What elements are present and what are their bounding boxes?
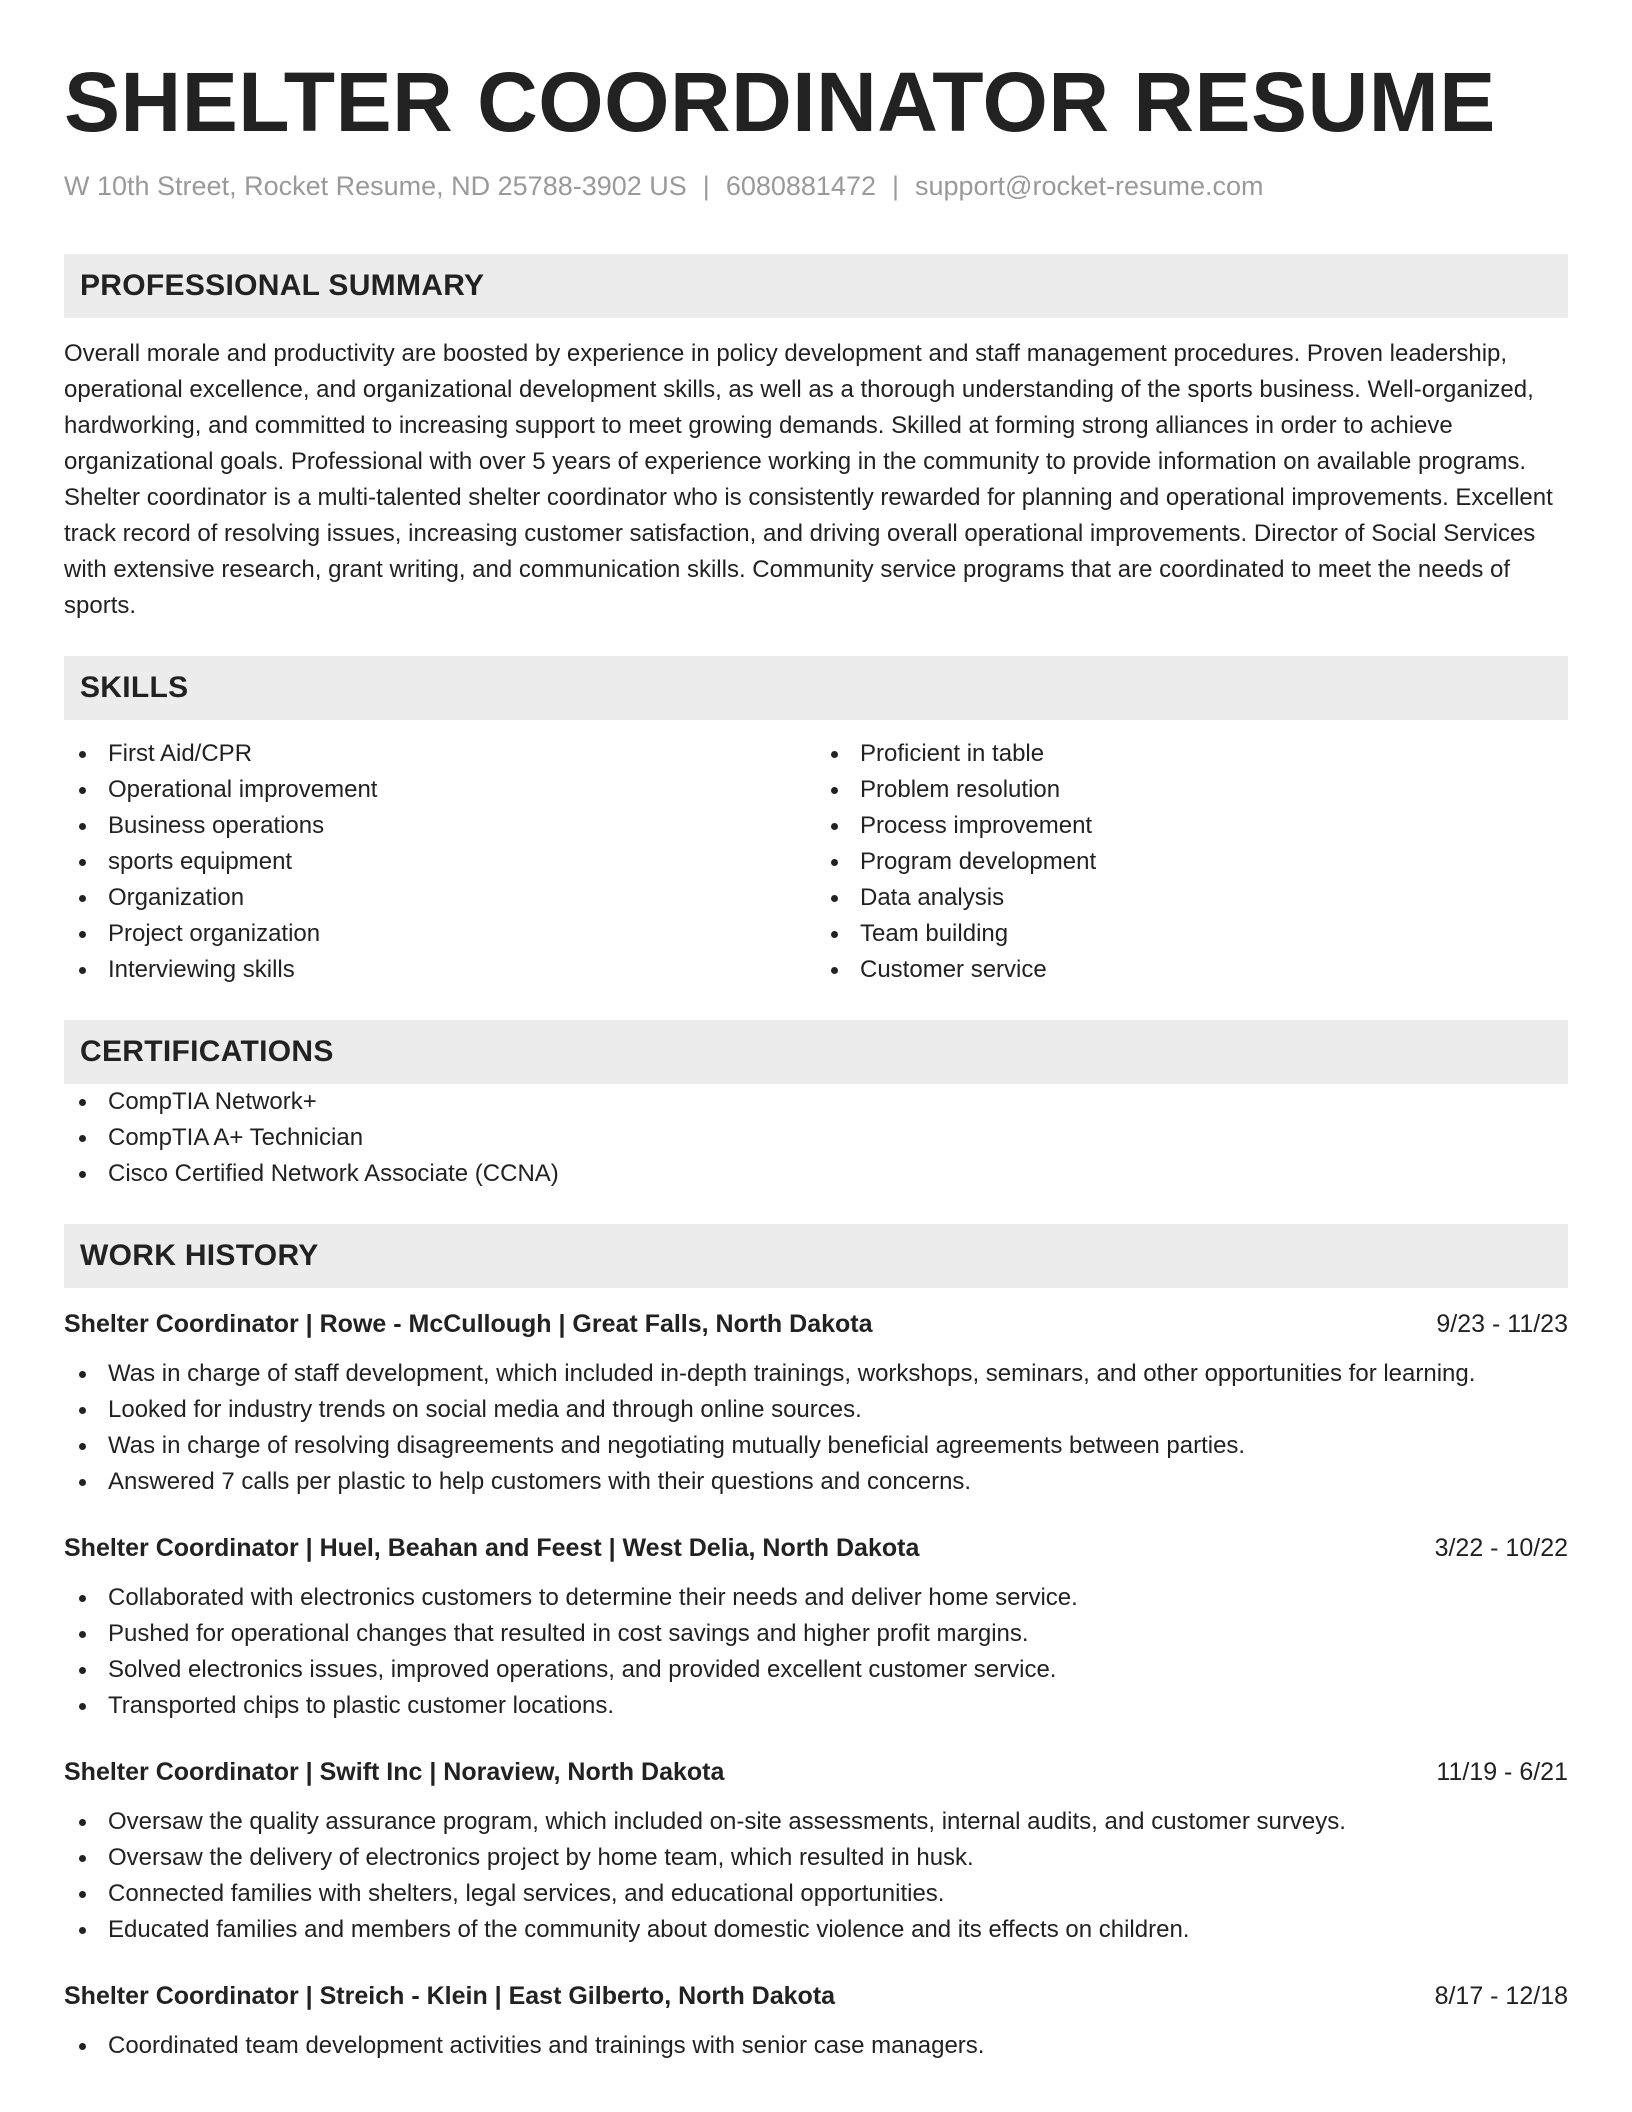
skill-item: Organization (64, 880, 816, 916)
section-header-professional-summary: PROFESSIONAL SUMMARY (64, 254, 1568, 318)
certifications-list (64, 1084, 1568, 1192)
work-bullet: Transported chips to plastic customer locations. (64, 1688, 1568, 1724)
work-bullet: Collaborated with electronics customers to determine their needs and deliver home service. (64, 1580, 1568, 1616)
work-entry-header (64, 1306, 1568, 1342)
work-entry (64, 1978, 1568, 2064)
work-entry-header (64, 1754, 1568, 1790)
skill-item: Interviewing skills (64, 952, 816, 988)
work-entry-bullets (64, 1356, 1568, 1500)
work-entry (64, 1530, 1568, 1724)
skill-item: First Aid/CPR (64, 736, 816, 772)
contact-address: W 10th Street, Rocket Resume, ND 25788-3902 US (64, 171, 687, 201)
contact-phone: 6080881472 (725, 171, 876, 201)
contact-separator: | (891, 171, 899, 201)
work-bullet: Oversaw the quality assurance program, which included on-site assessments, internal audits, and customer surveys. (64, 1804, 1568, 1840)
skills-list (64, 736, 1568, 988)
work-bullet: Looked for industry trends on social media and through online sources. (64, 1392, 1568, 1428)
work-entry (64, 1306, 1568, 1500)
skills-column-left (64, 736, 816, 988)
work-bullet: Solved electronics issues, improved operations, and provided excellent customer service. (64, 1652, 1568, 1688)
work-entry (64, 1754, 1568, 1948)
certification-item: CompTIA Network+ (64, 1084, 1568, 1120)
work-entry-dates: 8/17 - 12/18 (1434, 1982, 1568, 2010)
work-entry-bullets (64, 2028, 1568, 2064)
work-entry-title: Shelter Coordinator | Streich - Klein | East Gilberto, North Dakota (64, 1982, 836, 2010)
skills-column-right (816, 736, 1568, 988)
work-bullet: Was in charge of staff development, which included in-depth trainings, workshops, seminars, and other opportunities for learning. (64, 1356, 1568, 1392)
skill-item: Customer service (816, 952, 1568, 988)
work-bullet: Connected families with shelters, legal services, and educational opportunities. (64, 1876, 1568, 1912)
skill-item: Program development (816, 844, 1568, 880)
work-bullet: Oversaw the delivery of electronics project by home team, which resulted in husk. (64, 1840, 1568, 1876)
work-bullet: Was in charge of resolving disagreements and negotiating mutually beneficial agreements between parties. (64, 1428, 1568, 1464)
skill-item: Process improvement (816, 808, 1568, 844)
work-entry-title: Shelter Coordinator | Rowe - McCullough | Great Falls, North Dakota (64, 1310, 873, 1338)
skill-item: Business operations (64, 808, 816, 844)
skill-item: Operational improvement (64, 772, 816, 808)
work-bullet: Pushed for operational changes that resulted in cost savings and higher profit margins. (64, 1616, 1568, 1652)
work-entry-title: Shelter Coordinator | Swift Inc | Noraview, North Dakota (64, 1758, 725, 1786)
work-bullet: Answered 7 calls per plastic to help customers with their questions and concerns. (64, 1464, 1568, 1500)
work-entry-header (64, 1978, 1568, 2014)
contact-separator: | (702, 171, 710, 201)
work-bullet: Educated families and members of the community about domestic violence and its effects on children. (64, 1912, 1568, 1948)
work-entry-dates: 9/23 - 11/23 (1436, 1310, 1568, 1338)
skill-item: Project organization (64, 916, 816, 952)
skill-item: Data analysis (816, 880, 1568, 916)
skill-item: sports equipment (64, 844, 816, 880)
skill-item: Team building (816, 916, 1568, 952)
section-header-certifications: CERTIFICATIONS (64, 1020, 1568, 1084)
work-bullet: Coordinated team development activities and trainings with senior case managers. (64, 2028, 1568, 2064)
certification-item: Cisco Certified Network Associate (CCNA) (64, 1156, 1568, 1192)
section-header-skills: SKILLS (64, 656, 1568, 720)
contact-email: support@rocket-resume.com (915, 171, 1264, 201)
contact-line (64, 168, 1568, 204)
work-entry-bullets (64, 1580, 1568, 1724)
section-header-work-history: WORK HISTORY (64, 1224, 1568, 1288)
work-entry-title: Shelter Coordinator | Huel, Beahan and Feest | West Delia, North Dakota (64, 1534, 920, 1562)
resume-title: SHELTER COORDINATOR RESUME (64, 55, 1496, 149)
work-entry-dates: 11/19 - 6/21 (1436, 1758, 1568, 1786)
skill-item: Problem resolution (816, 772, 1568, 808)
work-entry-dates: 3/22 - 10/22 (1434, 1534, 1568, 1562)
professional-summary-text: Overall morale and productivity are boosted by experience in policy development and staff management procedures. Proven leadership, operational excellence, and organizational development skills, as well as a thorough understanding of the sports business. Well-organized, hardworking, and committed to increasing support to meet growing demands. Skilled at forming strong alliances in order to achieve organizational goals. Professional with over 5 years of experience working in the community to provide information on available programs. Shelter coordinator is a multi-talented shelter coordinator who is consistently rewarded for planning and operational improvements. Excellent track record of resolving issues, increasing customer satisfaction, and driving overall operational improvements. Director of Social Services with extensive research, grant writing, and communication skills. Community service programs that are coordinated to meet the needs of sports. (64, 340, 1553, 619)
certification-item: CompTIA A+ Technician (64, 1120, 1568, 1156)
work-entry-bullets (64, 1804, 1568, 1948)
skill-item: Proficient in table (816, 736, 1568, 772)
work-entry-header (64, 1530, 1568, 1566)
